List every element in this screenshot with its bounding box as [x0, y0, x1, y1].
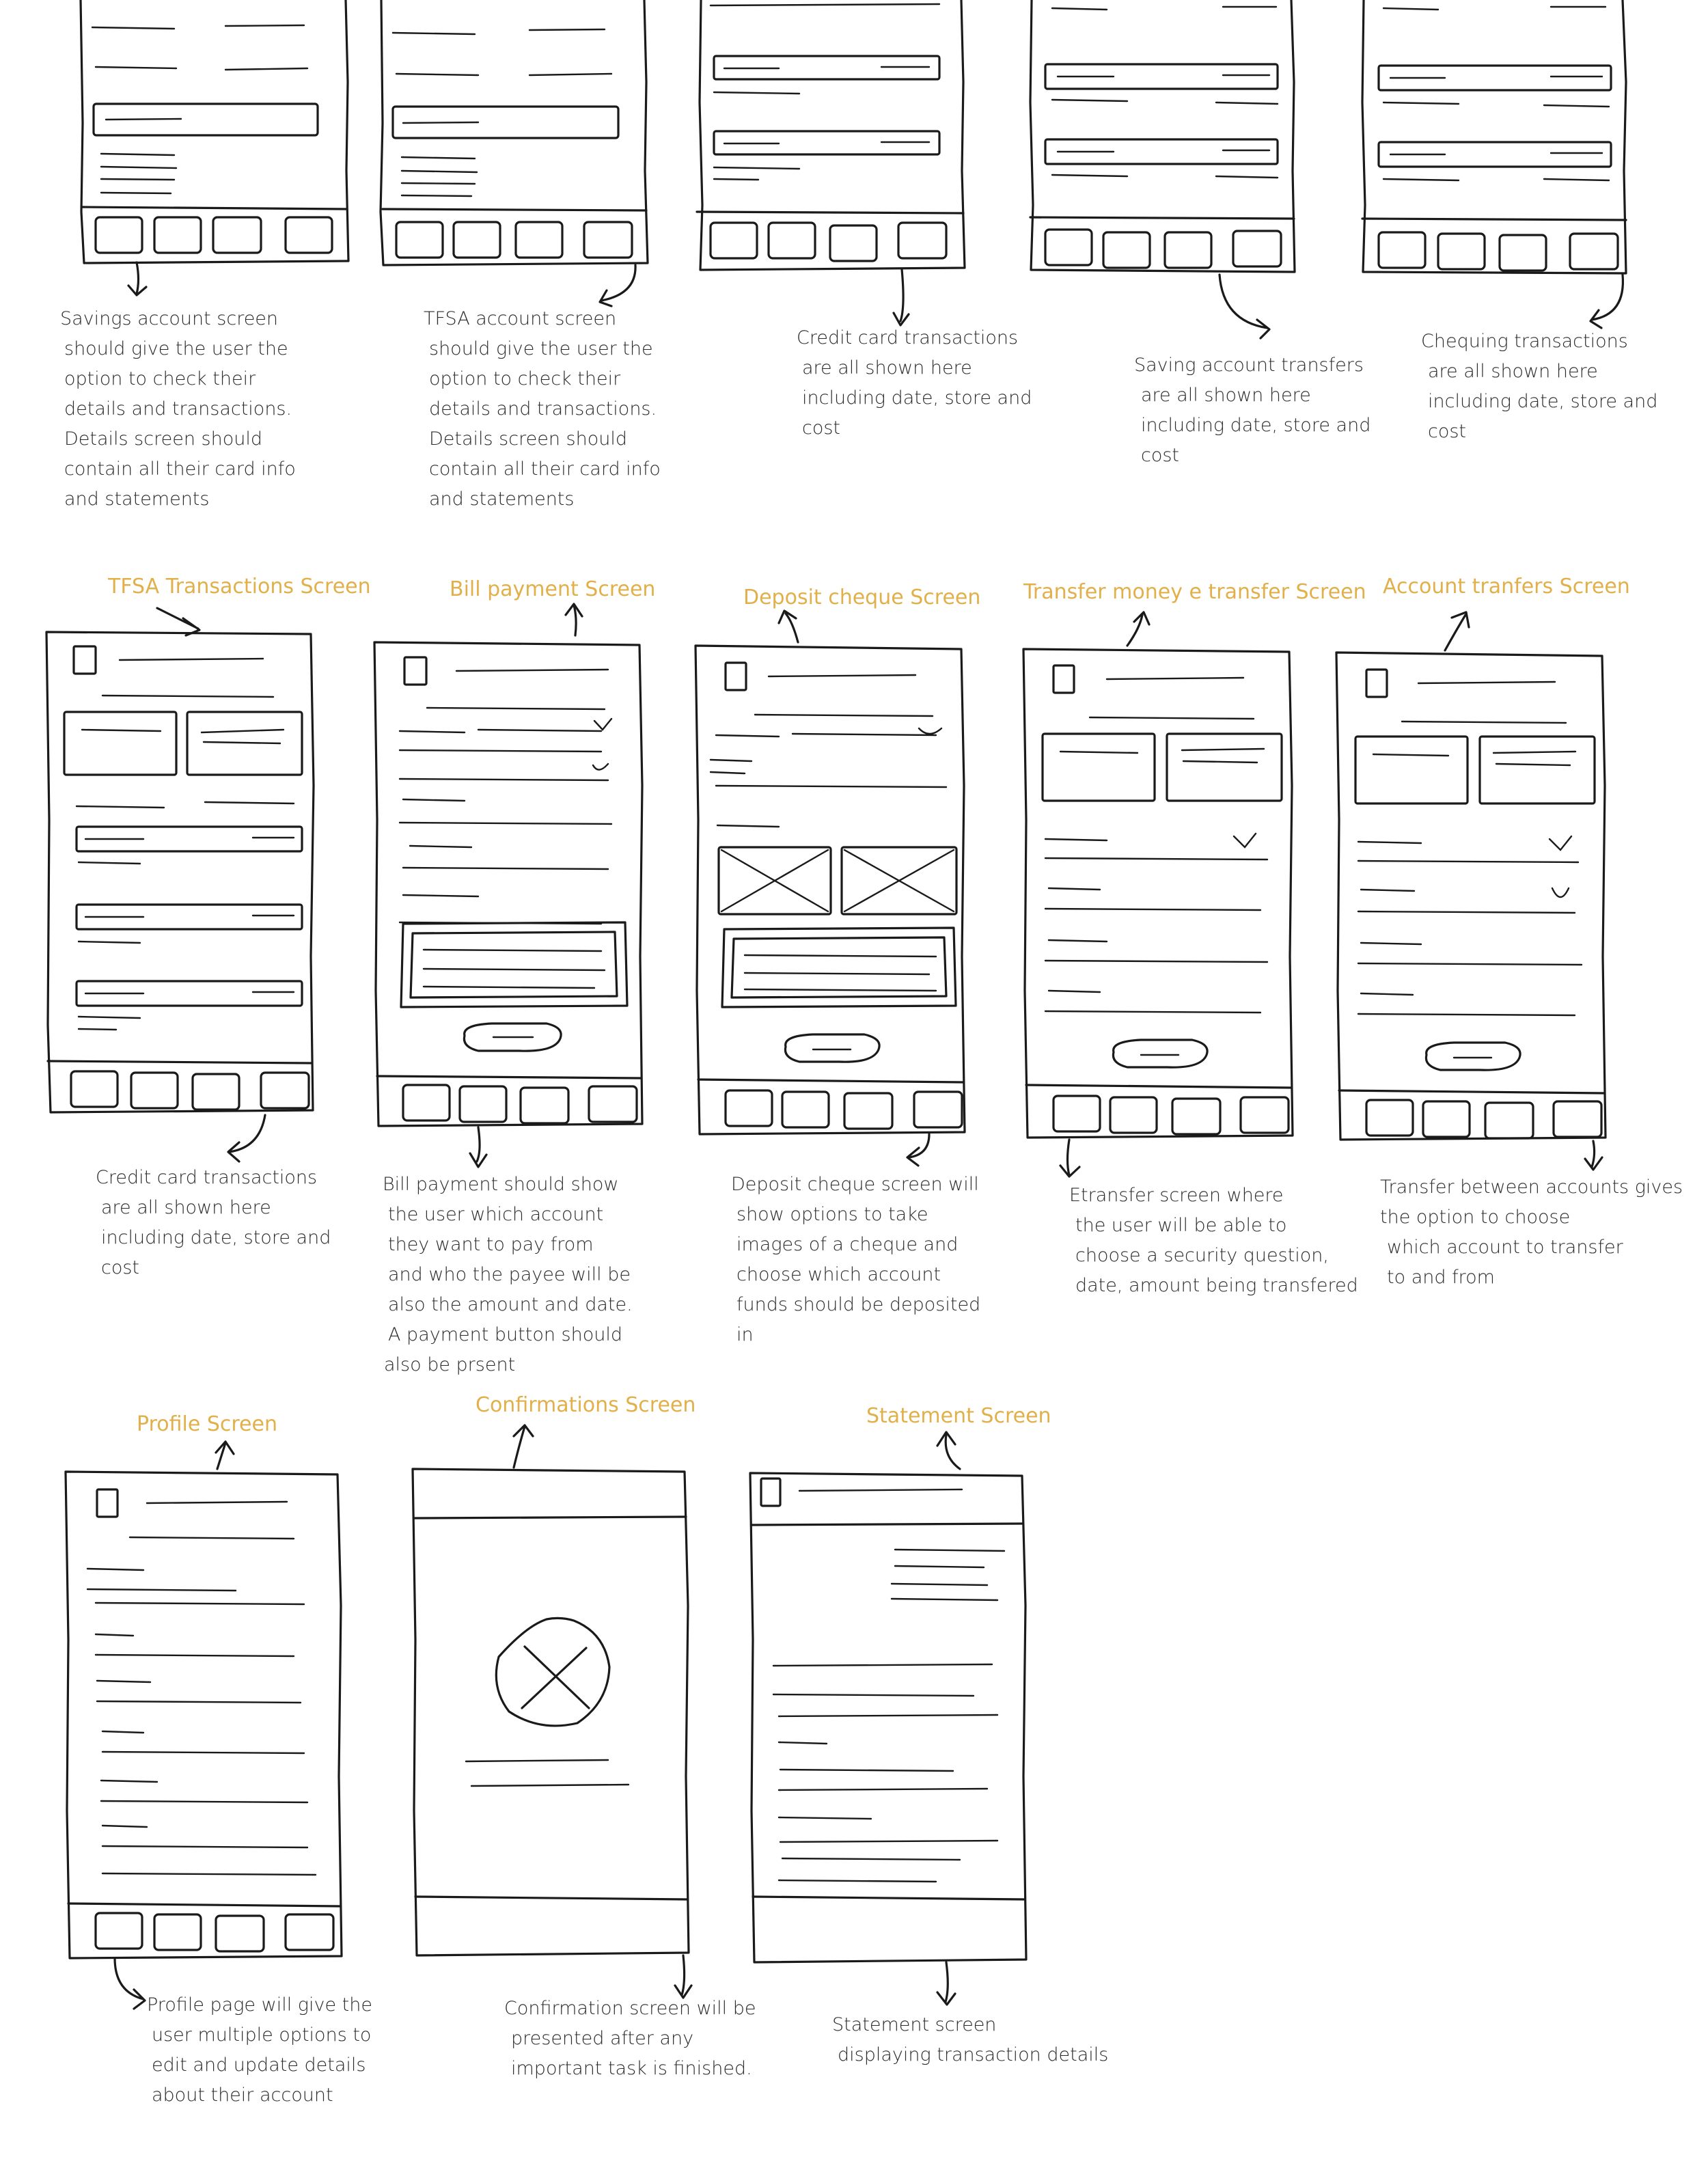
note-chequing-transactions	[1421, 331, 1657, 442]
wireframe-tfsa-account	[381, 0, 648, 306]
svg-text:Statement screendisplaying tra: Statement screen displaying transaction details	[832, 2014, 1109, 2065]
title-account-transfers: Account tranfers Screen	[1383, 575, 1630, 599]
svg-text:Transfer between accounts give: Transfer between accounts gives the option to choose which account to transfer to and from	[1380, 1177, 1683, 1288]
note-credit-transactions	[797, 327, 1032, 439]
title-tfsa-transactions: TFSA Transactions Screen	[108, 575, 371, 599]
wireframe-savings-account	[81, 0, 348, 295]
svg-text:Confirmation screen will bepre: Confirmation screen will be presented after any important task is finished.	[504, 1998, 756, 2079]
wireframe-bill-payment	[374, 577, 655, 1375]
wireframe-credit-transactions	[697, 0, 965, 325]
note-tfsa-account	[424, 308, 661, 510]
svg-text:TFSA account screenshould give: TFSA account screen should give the user the option to check their details and transactions. Details screen should contain all their card info and statements	[424, 308, 661, 510]
wireframe-savings-transfers	[1030, 0, 1295, 338]
note-saving-transfers	[1134, 355, 1370, 466]
svg-text:Credit card transactionsare al: Credit card transactions are all shown here including date, store and cost	[96, 1167, 331, 1278]
wireframe-account-transfers	[1336, 575, 1683, 1288]
svg-text:Etransfer screen wherethe user: Etransfer screen where the user will be able to choose a security question, date, amount being transfered	[1069, 1185, 1358, 1296]
wireframe-profile	[66, 1412, 372, 2106]
wireframe-confirmations	[413, 1393, 756, 2079]
svg-text:Profile page will give theuser: Profile page will give the user multiple options to edit and update details about their account	[147, 1994, 372, 2106]
title-etransfer: Transfer money e transfer Screen	[1023, 580, 1366, 604]
wireframe-tfsa-transactions	[46, 575, 371, 1278]
svg-text:Deposit cheque screen willshow: Deposit cheque screen will show options to take images of a cheque and choose which account funds should be deposited in	[731, 1174, 981, 1345]
wireframe-deposit-cheque	[695, 586, 980, 1345]
title-confirmations: Confirmations Screen	[476, 1393, 696, 1417]
title-statement: Statement Screen	[866, 1404, 1051, 1428]
title-profile: Profile Screen	[137, 1412, 277, 1436]
svg-text:Credit card transactionsare al: Credit card transactions are all shown here including date, store and cost	[797, 327, 1032, 439]
svg-text:Savings account screenshould g: Savings account screen should give the user the option to check their details and transactions. Details screen should contain all their card info and statements	[60, 308, 296, 510]
title-deposit-cheque: Deposit cheque Screen	[743, 586, 981, 609]
wireframe-statement	[750, 1404, 1108, 2065]
svg-text:Saving account transfersare al: Saving account transfers are all shown here including date, store and cost	[1134, 355, 1371, 466]
svg-text:Bill payment should showthe us: Bill payment should show the user which account they want to pay from and who the payee will be also the amount and date. A payment button should also be prsent	[383, 1174, 633, 1375]
title-bill-payment: Bill payment Screen	[450, 577, 656, 601]
note-savings-account	[60, 308, 296, 510]
svg-text:Chequing transactionsare all s: Chequing transactions are all shown here including date, store and cost	[1421, 331, 1658, 442]
wireframe-chequing-transactions	[1362, 0, 1626, 328]
wireframe-etransfer	[1023, 580, 1366, 1296]
